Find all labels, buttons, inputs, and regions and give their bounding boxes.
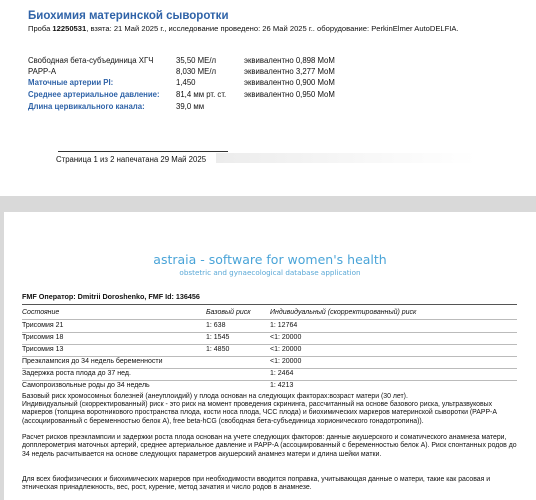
result-value: 81,4 мм рт. ст. [176,90,227,99]
table-divider [22,319,517,320]
astraia-logo-subtitle: obstetric and gynaecological database application [179,268,361,277]
note-marker-correction: Для всех биофизических и биохимических маркеров при необходимости вводится поправка, учитывающая данные о матери, такие как расовая и этническая принадлежность, вес, рост, курение, метод зачатия и число родов в анамнезе. [22,476,491,492]
individual-risk: 1: 12764 [270,322,298,329]
risk-table-header [22,309,517,318]
sample-id: 12250531 [52,24,87,33]
result-label: Маточные артерии PI: [28,78,114,87]
base-risk: 1: 1545 [206,334,230,341]
risk-report [22,212,522,500]
table-divider [22,368,517,369]
sample-prefix: Проба [28,24,53,33]
sample-info [28,24,523,34]
result-value: 1,450 [176,78,196,87]
result-label: Длина цервикального канала: [28,102,145,111]
result-value: 8,030 МЕ/л [176,67,217,76]
sample-details: , взята: 21 Май 2025 г., исследование проведено: 26 Май 2025 г.. оборудование: PerkinElmer AutoDELFIA. [86,24,459,33]
header-condition: Состояние [22,309,60,316]
table-divider [22,332,517,333]
header-base-risk: Базовый риск [206,309,251,316]
result-equivalent: эквивалентно 0,898 MoM [244,56,335,65]
redacted-area [216,153,476,163]
note-preeclampsia-calculation: Расчет рисков преэклампсии и задержки роста плода основан на учете следующих факторов: данные акушерского и соматического анамнеза матери, допплерометрия маточных артерий, среднее артериальное давление и PAPP-A (ассоциированный с беременностью белок A). Риск спонтанных родов до 34 недель расчитывается на основе следующих параметров акушерский анамнез матери и длина шейки матки. [22,434,517,458]
report-page-1 [0,0,536,196]
footer-rule [58,151,228,152]
individual-risk: <1: 20000 [270,346,302,353]
note-base-risk: Базовый риск хромосомных болезней (анеуплоидий) у плода основан на следующих факторах:возраст матери (30 лет). [22,393,408,400]
individual-risk: 1: 4213 [270,382,294,389]
table-row [22,334,517,343]
table-divider [22,380,517,381]
section-title: Биохимия материнской сыворотки [28,10,229,22]
condition: Задержка роста плода до 37 нед. [22,370,131,377]
result-value: 35,50 МЕ/л [176,56,217,65]
condition: Трисомия 21 [22,322,64,329]
header-individual-risk: Индивидуальный (скорректированный) риск [270,309,417,316]
table-row [22,346,517,355]
condition: Трисомия 13 [22,346,64,353]
individual-risk: <1: 20000 [270,358,302,365]
table-divider [22,344,517,345]
page-footer: Страница 1 из 2 напечатана 29 Май 2025 [56,155,207,164]
base-risk: 1: 4850 [206,346,230,353]
condition: Самопроизвольные роды до 34 недель [22,382,150,389]
result-label: Свободная бета-субъединица ХГЧ [28,56,154,65]
result-equivalent: эквивалентно 3,277 MoM [244,67,335,76]
table-row [22,358,517,367]
table-row [22,370,517,379]
condition: Трисомия 18 [22,334,64,341]
report-page-2 [4,212,536,500]
individual-risk: 1: 2464 [270,370,294,377]
table-divider [22,356,517,357]
table-row [22,382,517,391]
result-value: 39,0 мм [176,102,205,111]
note-individual-risk: Индивидуальный (скорректированный) риск - это риск на момент проведения скрининга, рассчитанный на основе базового риска, ультразвуковых маркеров (толщина воротникового пространства плода, кости носа плода, ЧСС плода) и биохимических маркеров материнской сыворотки (PAPP-A (ассоциированный с беременностью белок A), free beta-hCG (свободная бета-субъединица хорионического гонадотропина)). [22,401,497,425]
astraia-logo-text: astraia - software for women's health [153,252,387,267]
operator-line: FMF Оператор: Dmitrii Doroshenko, FMF Id: 136456 [22,292,517,305]
table-row [22,322,517,331]
result-label: Среднее артериальное давление: [28,90,160,99]
base-risk: 1: 638 [206,322,226,329]
result-equivalent: эквивалентно 0,950 MoM [244,90,335,99]
individual-risk: <1: 20000 [270,334,302,341]
result-label: PAPP-A [28,67,57,76]
result-equivalent: эквивалентно 0,900 MoM [244,78,335,87]
condition: Преэклампсия до 34 недель беременности [22,358,163,365]
